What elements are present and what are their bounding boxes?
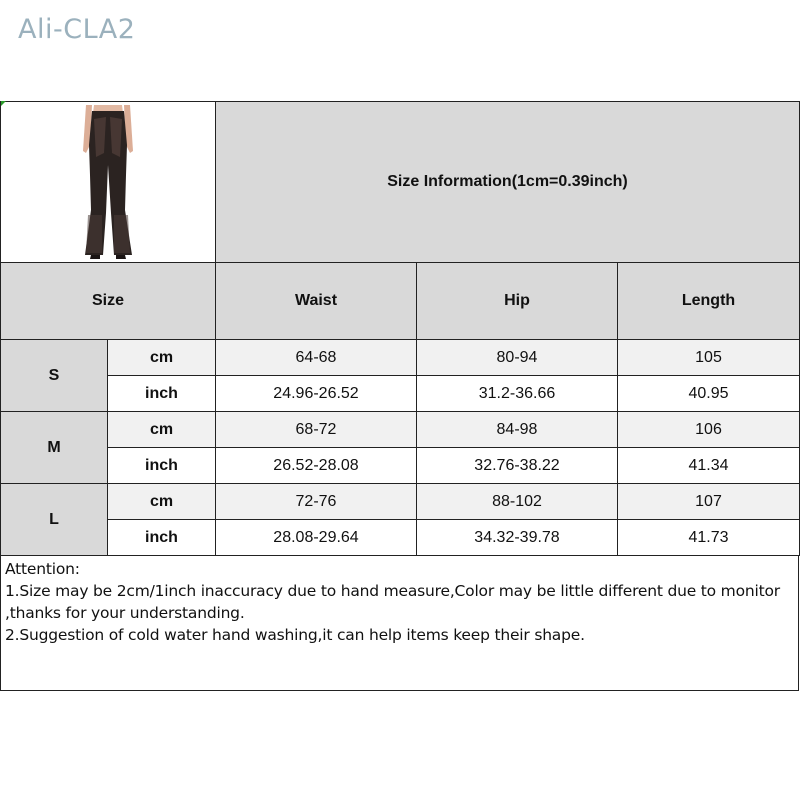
notes-heading: Attention:: [5, 560, 80, 578]
waist-cell: 26.52-28.08: [216, 448, 417, 484]
note-line-2: 2.Suggestion of cold water hand washing,it can help items keep their shape.: [5, 626, 585, 644]
unit-cell: inch: [108, 520, 216, 556]
hip-cell: 34.32-39.78: [417, 520, 618, 556]
table-row: [1, 520, 800, 556]
table-row: [1, 412, 800, 448]
table-row: [1, 484, 800, 520]
size-info-title: Size Information(1cm=0.39inch): [216, 102, 800, 263]
size-chart: [0, 101, 799, 697]
unit-cell: cm: [108, 412, 216, 448]
hip-cell: 88-102: [417, 484, 618, 520]
table-row: [1, 340, 800, 376]
size-table: [0, 101, 800, 556]
note-line-1-continued: ,thanks for your understanding.: [5, 604, 245, 622]
waist-cell: 64-68: [216, 340, 417, 376]
product-photo: [28, 105, 188, 261]
attention-notes: [0, 556, 799, 691]
hip-cell: 32.76-38.22: [417, 448, 618, 484]
size-label-s: S: [1, 340, 108, 412]
hip-column-header: Hip: [417, 263, 618, 340]
note-line-1: 1.Size may be 2cm/1inch inaccuracy due to hand measure,Color may be little different due to monitor: [5, 582, 780, 600]
size-column-header: Size: [1, 263, 216, 340]
length-cell: 106: [618, 412, 800, 448]
length-cell: 40.95: [618, 376, 800, 412]
watermark-text: Ali-CLA2: [18, 14, 136, 45]
length-cell: 41.34: [618, 448, 800, 484]
size-label-m: M: [1, 412, 108, 484]
hip-cell: 84-98: [417, 412, 618, 448]
unit-cell: cm: [108, 340, 216, 376]
table-row: [1, 376, 800, 412]
hip-cell: 31.2-36.66: [417, 376, 618, 412]
waist-cell: 72-76: [216, 484, 417, 520]
unit-cell: inch: [108, 376, 216, 412]
size-label-l: L: [1, 484, 108, 556]
hip-cell: 80-94: [417, 340, 618, 376]
waist-cell: 68-72: [216, 412, 417, 448]
unit-cell: inch: [108, 448, 216, 484]
corner-marker-icon: [1, 101, 6, 106]
length-column-header: Length: [618, 263, 800, 340]
waist-cell: 28.08-29.64: [216, 520, 417, 556]
length-cell: 107: [618, 484, 800, 520]
waist-column-header: Waist: [216, 263, 417, 340]
waist-cell: 24.96-26.52: [216, 376, 417, 412]
table-row: [1, 448, 800, 484]
length-cell: 105: [618, 340, 800, 376]
product-photo-cell: [1, 102, 216, 263]
unit-cell: cm: [108, 484, 216, 520]
length-cell: 41.73: [618, 520, 800, 556]
